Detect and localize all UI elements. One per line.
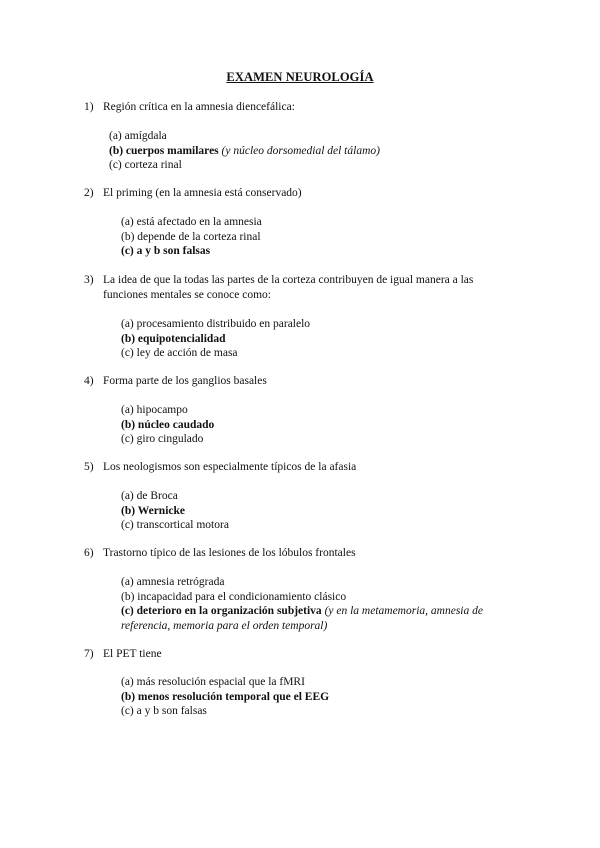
correct-answer: (c) a y b son falsas [121, 245, 211, 257]
options-q6 [121, 575, 516, 633]
question-text: La idea de que la todas las partes de la corteza contribuyen de igual manera a las funciones mentales se conoce como: [103, 274, 474, 301]
question-number: 4) [84, 375, 94, 387]
option-b [109, 144, 509, 159]
option-a: (a) de Broca [121, 490, 178, 502]
question-6 [84, 546, 514, 561]
options-q4 [121, 403, 521, 447]
question-number: 1) [84, 101, 94, 113]
correct-answer: (b) Wernicke [121, 504, 185, 517]
options-q2 [121, 215, 521, 259]
options-q1 [109, 129, 509, 173]
question-number: 5) [84, 461, 94, 473]
options-q7 [121, 675, 521, 719]
correct-answer: (b) menos resolución temporal que el EEG [121, 690, 330, 703]
question-number: 6) [84, 547, 94, 559]
option-c: (c) corteza rinal [109, 159, 182, 171]
correct-answer: (b) núcleo caudado [121, 418, 215, 431]
options-q3 [121, 317, 521, 361]
option-a: (a) amígdala [109, 130, 167, 142]
correct-answer: (c) deterioro en la organización subjetiva [121, 605, 322, 617]
option-b: (b) incapacidad para el condicionamiento clásico [121, 590, 347, 603]
question-5 [84, 460, 514, 475]
option-a: (a) más resolución espacial que la fMRI [121, 676, 305, 688]
question-text: Región crítica en la amnesia diencefálica: [103, 101, 295, 113]
question-text: El priming (en la amnesia está conservado) [103, 187, 302, 199]
option-a: (a) hipocampo [121, 404, 188, 416]
option-c: (c) ley de acción de masa [121, 347, 238, 359]
question-7 [84, 647, 514, 662]
options-q5 [121, 489, 521, 533]
option-c: (c) transcortical motora [121, 519, 229, 531]
exam-title: EXAMEN NEUROLOGÍA [226, 70, 374, 84]
option-c: (c) giro cingulado [121, 433, 204, 445]
correct-answer: (b) equipotencialidad [121, 332, 226, 345]
question-2 [84, 186, 514, 201]
question-1 [84, 100, 514, 115]
option-b: (b) depende de la corteza rinal [121, 230, 261, 243]
question-number: 2) [84, 187, 94, 199]
option-c [121, 604, 516, 633]
question-number: 7) [84, 648, 94, 660]
option-c: (c) a y b son falsas [121, 705, 207, 717]
option-a: (a) está afectado en la amnesia [121, 216, 262, 228]
question-text: El PET tiene [103, 648, 162, 660]
question-text: Forma parte de los ganglios basales [103, 375, 267, 387]
question-4 [84, 374, 514, 389]
option-a: (a) amnesia retrógrada [121, 576, 225, 588]
question-number: 3) [84, 274, 94, 286]
correct-answer: (b) cuerpos mamilares [109, 144, 219, 157]
answer-note: (y núcleo dorsomedial del tálamo) [221, 144, 380, 157]
question-3 [84, 273, 514, 302]
option-a: (a) procesamiento distribuido en paralelo [121, 318, 311, 330]
answer-note: (y en la metamemoria, amnesia de referencia, memoria para el orden temporal) [121, 605, 483, 632]
question-text: Trastorno típico de las lesiones de los lóbulos frontales [103, 547, 356, 559]
question-text: Los neologismos son especialmente típicos de la afasia [103, 461, 357, 473]
